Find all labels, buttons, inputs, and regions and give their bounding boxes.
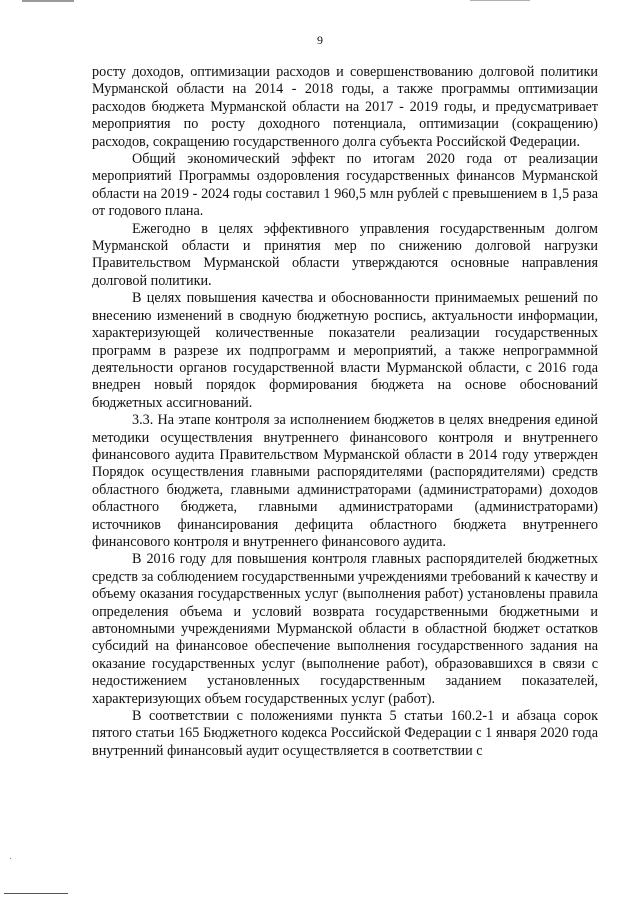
paragraph-4: В целях повышения качества и обоснованности принимаемых решений по внесению изменений в сводную бюджетную роспись, актуальности информации, характеризующей количественные показатели реализации государственных программ в разрезе их подпрограмм и мероприятий, а также непрограммной деятельности органов государственной власти Мурманской области, с 2016 года внедрен новый порядок формирования бюджета на основе обоснований бюджетных ассигнований. <box>92 290 598 411</box>
page-number: 9 <box>317 33 323 47</box>
document-body <box>92 64 598 760</box>
paragraph-2: Общий экономический эффект по итогам 2020 года от реализации мероприятий Программы оздоровления государственных финансов Мурманской области на 2019 - 2024 годы составил 1 960,5 млн рублей с превышением в 1,5 раза от годового плана. <box>92 151 598 220</box>
scan-artifact-top-right <box>470 0 530 1</box>
scan-artifact-bottom-left <box>4 893 68 894</box>
paragraph-6: В 2016 году для повышения контроля главных распорядителей бюджетных средств за соблюдением государственными учреждениями требований к качеству и объему оказания государственных услуг (выполнения работ) установлены правила определения объема и условий возврата государственными бюджетными и автономными учреждениями Мурманской области в областной бюджет остатков субсидий на финансовое обеспечение выполнения государственного задания на оказание государственных услуг (выполнение работ), образовавшихся в связи с недостижением установленных государственным заданием показателей, характеризующих объем государственных услуг (работ). <box>92 551 598 707</box>
paragraph-5: 3.3. На этапе контроля за исполнением бюджетов в целях внедрения единой методики осуществления внутреннего финансового контроля и внутреннего финансового аудита Правительством Мурманской области в 2014 году утвержден Порядок осуществления главными распорядителями (распорядителями) средств областного бюджета, главными администраторами (администраторами) доходов областного бюджета, главными администраторами (администраторами) источников финансирования дефицита областного бюджета внутреннего финансового контроля и внутреннего финансового аудита. <box>92 412 598 550</box>
paragraph-7: В соответствии с положениями пункта 5 статьи 160.2-1 и абзаца сорок пятого статьи 165 Бюджетного кодекса Российской Федерации с 1 января 2020 года внутренний финансовый аудит осуществляется в соответствии с <box>92 708 598 759</box>
scan-speck <box>10 858 11 859</box>
paragraph-3: Ежегодно в целях эффективного управления государственным долгом Мурманской области и принятия мер по снижению долговой нагрузки Правительством Мурманской области утверждаются основные направления долговой политики. <box>92 220 598 289</box>
scan-artifact-top-left <box>22 0 74 2</box>
paragraph-1: росту доходов, оптимизации расходов и совершенствованию долговой политики Мурманской области на 2014 - 2018 годы, а также программы оптимизации расходов бюджета Мурманской области на 2017 - 2019 годы, и предусматривает мероприятия по росту доходного потенциала, оптимизации (сокращению) расходов, сокращению государственного долга субъекта Российской Федерации. <box>92 64 598 150</box>
